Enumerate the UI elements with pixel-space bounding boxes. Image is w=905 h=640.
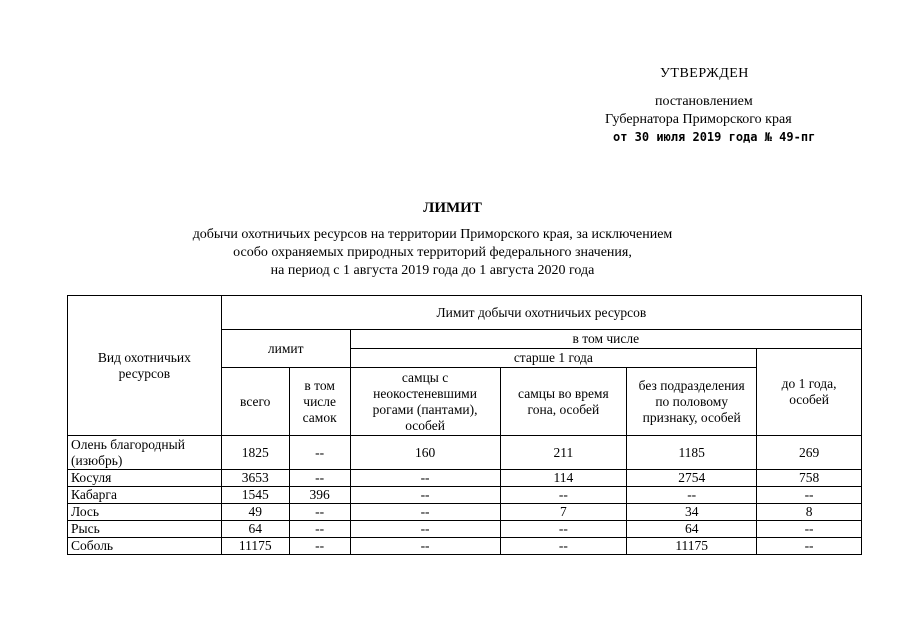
cell-rut: -- [500,487,627,504]
cell-under1: -- [757,521,862,538]
species-name: Соболь [68,538,222,555]
header-incl-females: в том числе самок [289,368,350,436]
cell-antlers: -- [350,470,500,487]
cell-antlers: -- [350,521,500,538]
table-row [68,504,862,521]
cell-nosex: 2754 [627,470,757,487]
cell-rut: 114 [500,470,627,487]
species-name: Лось [68,504,222,521]
table-row [68,487,862,504]
header-limit-group: Лимит добычи охотничьих ресурсов [221,296,861,330]
cell-total: 1825 [221,436,289,470]
approval-line-1: постановлением [655,94,753,109]
approval-decree-stamp: от 30 июля 2019 года № 49-пг [613,130,816,144]
table-row [68,436,862,470]
header-over-one-year: старше 1 года [350,349,757,368]
species-name: Косуля [68,470,222,487]
cell-under1: 269 [757,436,862,470]
cell-rut: -- [500,521,627,538]
cell-rut: -- [500,538,627,555]
header-limit: лимит [221,330,350,368]
cell-females: -- [289,538,350,555]
header-no-sex-division: без подразделения по половому признаку, особей [627,368,757,436]
cell-antlers: -- [350,538,500,555]
table-row [68,538,862,555]
cell-antlers: 160 [350,436,500,470]
header-total: всего [221,368,289,436]
cell-females: -- [289,470,350,487]
header-species: Вид охотничьих ресурсов [68,296,222,436]
cell-nosex: 1185 [627,436,757,470]
cell-total: 1545 [221,487,289,504]
species-name: Кабарга [68,487,222,504]
cell-total: 11175 [221,538,289,555]
document-subtitle [130,226,735,280]
cell-under1: 758 [757,470,862,487]
cell-nosex: 64 [627,521,757,538]
cell-under1: -- [757,538,862,555]
subtitle-line: на период с 1 августа 2019 года до 1 августа 2020 года [270,263,595,278]
limit-table [67,295,862,555]
header-including: в том числе [350,330,861,349]
subtitle-line: добычи охотничьих ресурсов на территории Приморского края, за исключением [192,227,673,242]
header-row [68,296,862,330]
table-row [68,470,862,487]
cell-females: -- [289,436,350,470]
species-name: Олень благородный (изюбрь) [68,436,222,470]
cell-total: 64 [221,521,289,538]
cell-antlers: -- [350,504,500,521]
cell-nosex: 34 [627,504,757,521]
header-under-one-year: до 1 года, особей [757,349,862,436]
header-males-rut: самцы во время гона, особей [500,368,627,436]
approval-line-2: Губернатора Приморского края [605,112,792,127]
cell-females: 396 [289,487,350,504]
cell-rut: 7 [500,504,627,521]
document-title: ЛИМИТ [423,200,482,216]
subtitle-line: особо охраняемых природных территорий федерального значения, [233,245,632,260]
cell-nosex: 11175 [627,538,757,555]
cell-rut: 211 [500,436,627,470]
cell-antlers: -- [350,487,500,504]
table-row [68,521,862,538]
cell-total: 49 [221,504,289,521]
cell-females: -- [289,521,350,538]
cell-females: -- [289,504,350,521]
cell-under1: 8 [757,504,862,521]
cell-under1: -- [757,487,862,504]
cell-nosex: -- [627,487,757,504]
approval-title: УТВЕРЖДЕН [660,66,749,81]
species-name: Рысь [68,521,222,538]
header-males-antlers: самцы с неокостеневшими рогами (пантами), особей [350,368,500,436]
cell-total: 3653 [221,470,289,487]
